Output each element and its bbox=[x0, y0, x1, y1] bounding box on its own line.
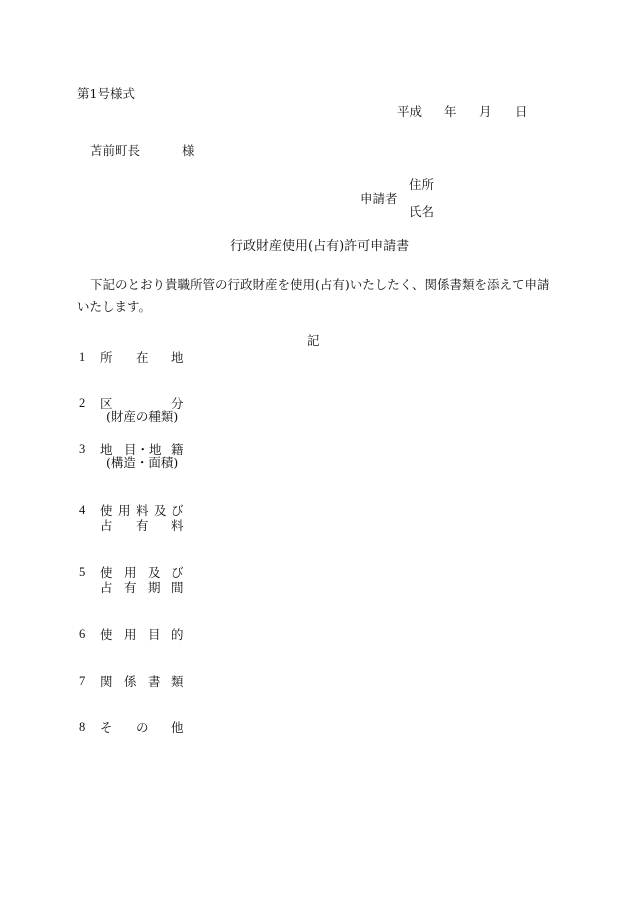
name-label: 氏名 bbox=[409, 204, 435, 219]
item-number: 6 bbox=[79, 627, 86, 641]
item-1-char: 在 bbox=[136, 350, 149, 365]
item-4-char: 用 bbox=[118, 503, 131, 518]
item-5-char: 有 bbox=[124, 580, 137, 595]
item-5-char: び bbox=[171, 565, 184, 580]
item-4-char: び bbox=[171, 503, 184, 518]
item-1-char: 地 bbox=[171, 350, 184, 365]
item-4-char: 有 bbox=[136, 518, 149, 533]
item-7-char: 類 bbox=[171, 674, 184, 689]
item-1-char: 所 bbox=[100, 350, 113, 365]
item-7-char: 関 bbox=[100, 674, 113, 689]
item-4-char: 料 bbox=[136, 503, 149, 518]
item-5-char: 間 bbox=[171, 580, 184, 595]
item-5-char: 用 bbox=[124, 565, 137, 580]
item-8-char: そ bbox=[100, 720, 113, 735]
item-number: 8 bbox=[79, 720, 86, 734]
addressee-name: 苫前町長 bbox=[90, 143, 141, 158]
document-title: 行政財産使用(占有)許可申請書 bbox=[230, 239, 410, 254]
item-4-char: 及 bbox=[154, 503, 167, 518]
item-5-char: 及 bbox=[148, 565, 161, 580]
item-3-char: 目・地 bbox=[124, 442, 162, 457]
item-3-char: 地 bbox=[100, 442, 113, 457]
item-8-char: の bbox=[136, 720, 149, 735]
item-4-char: 使 bbox=[100, 503, 113, 518]
item-number: 2 bbox=[79, 396, 86, 410]
date-era: 平成 bbox=[397, 104, 423, 119]
item-number: 7 bbox=[79, 674, 86, 688]
item-6-char: 用 bbox=[124, 627, 137, 642]
item-number: 5 bbox=[79, 565, 86, 579]
item-6-char: 的 bbox=[171, 627, 184, 642]
item-2-subnote: (財産の種類) bbox=[106, 409, 179, 424]
item-4-char: 占 bbox=[100, 518, 113, 533]
item-5-char: 占 bbox=[100, 580, 113, 595]
item-3-char: 籍 bbox=[171, 442, 184, 457]
item-number: 1 bbox=[79, 350, 86, 364]
item-number: 4 bbox=[79, 503, 86, 517]
item-5-char: 使 bbox=[100, 565, 113, 580]
item-6-char: 目 bbox=[148, 627, 161, 642]
item-2-char: 区 bbox=[100, 396, 113, 411]
item-number: 3 bbox=[79, 442, 86, 456]
item-7-char: 書 bbox=[148, 674, 161, 689]
addressee-honorific: 様 bbox=[182, 143, 195, 158]
form-number: 第1号様式 bbox=[77, 86, 135, 101]
date-month: 月 bbox=[479, 104, 492, 119]
item-4-char: 料 bbox=[171, 518, 184, 533]
item-3-subnote: (構造・面積) bbox=[106, 455, 179, 470]
item-8-char: 他 bbox=[171, 720, 184, 735]
date-day: 日 bbox=[515, 104, 528, 119]
date-year: 年 bbox=[444, 104, 457, 119]
applicant-label: 申請者 bbox=[360, 191, 398, 206]
item-2-char: 分 bbox=[171, 396, 184, 411]
item-7-char: 係 bbox=[124, 674, 137, 689]
ki-heading: 記 bbox=[307, 333, 320, 348]
body-paragraph: 下記のとおり貴職所管の行政財産を使用(占有)いたしたく、関係書類を添えて申請いたします。 bbox=[77, 277, 550, 314]
item-5-char: 期 bbox=[148, 580, 161, 595]
address-label: 住所 bbox=[409, 177, 435, 192]
item-6-char: 使 bbox=[100, 627, 113, 642]
